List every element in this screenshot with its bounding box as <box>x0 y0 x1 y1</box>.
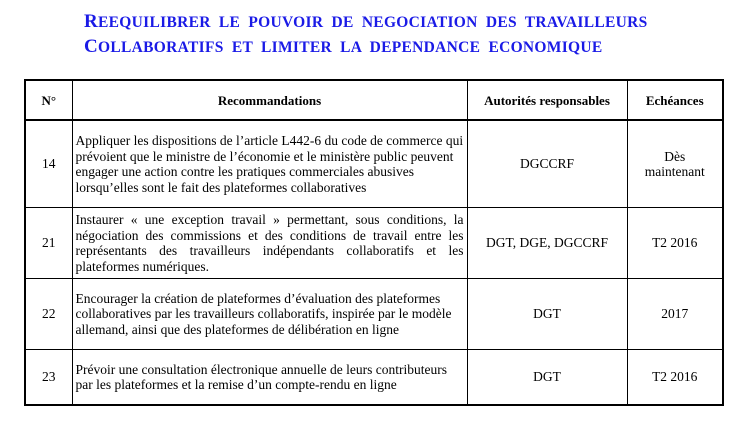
table-row <box>25 279 723 350</box>
row-number: 21 <box>25 208 72 279</box>
row-deadline-text: Dès maintenant <box>644 148 705 179</box>
row-number: 22 <box>25 279 72 350</box>
row-deadline <box>627 120 723 208</box>
section-title-line-1: REEQUILIBRER LE POUVOIR DE NEGOCIATION DES TRAVAILLEURS <box>84 11 648 32</box>
header-number: N° <box>25 80 72 120</box>
row-authorities: DGT <box>467 350 627 406</box>
table-row <box>25 120 723 208</box>
row-recommendation: Encourager la création de plateformes d’évaluation des plateformes collaboratives par les travailleurs collaboratifs, inspirée par le modèle allemand, ainsi que des plateformes de délibération en ligne <box>72 279 467 350</box>
row-authorities: DGCCRF <box>467 120 627 208</box>
header-deadlines: Echéances <box>627 80 723 120</box>
row-authorities: DGT, DGE, DGCCRF <box>467 208 627 279</box>
header-authorities: Autorités responsables <box>467 80 627 120</box>
row-recommendation: Prévoir une consultation électronique annuelle de leurs contributeurs par les plateformes et la remise d’un compte-rendu en ligne <box>72 350 467 406</box>
section-title <box>84 10 734 60</box>
table-row <box>25 350 723 406</box>
row-number: 23 <box>25 350 72 406</box>
section-title-line-2: COLLABORATIFS ET LIMITER LA DEPENDANCE ECONOMIQUE <box>84 36 603 57</box>
row-deadline: T2 2016 <box>627 350 723 406</box>
row-recommendation: Instaurer « une exception travail » permettant, sous conditions, la négociation des commissions et des conditions de travail entre les représentants des travailleurs indépendants collaboratifs et les plateformes numériques. <box>72 208 467 279</box>
table-header-row <box>25 80 723 120</box>
row-authorities: DGT <box>467 279 627 350</box>
table-row <box>25 208 723 279</box>
row-deadline: T2 2016 <box>627 208 723 279</box>
header-recommendations: Recommandations <box>72 80 467 120</box>
row-number: 14 <box>25 120 72 208</box>
row-recommendation: Appliquer les dispositions de l’article L442-6 du code de commerce qui prévoient que le ministre de l’économie et le ministère public peuvent engager une action contre les pratiques commerciales abusives lorsqu’elles sont le fait des plateformes collaboratives <box>72 120 467 208</box>
recommendations-table <box>24 79 724 406</box>
row-deadline: 2017 <box>627 279 723 350</box>
